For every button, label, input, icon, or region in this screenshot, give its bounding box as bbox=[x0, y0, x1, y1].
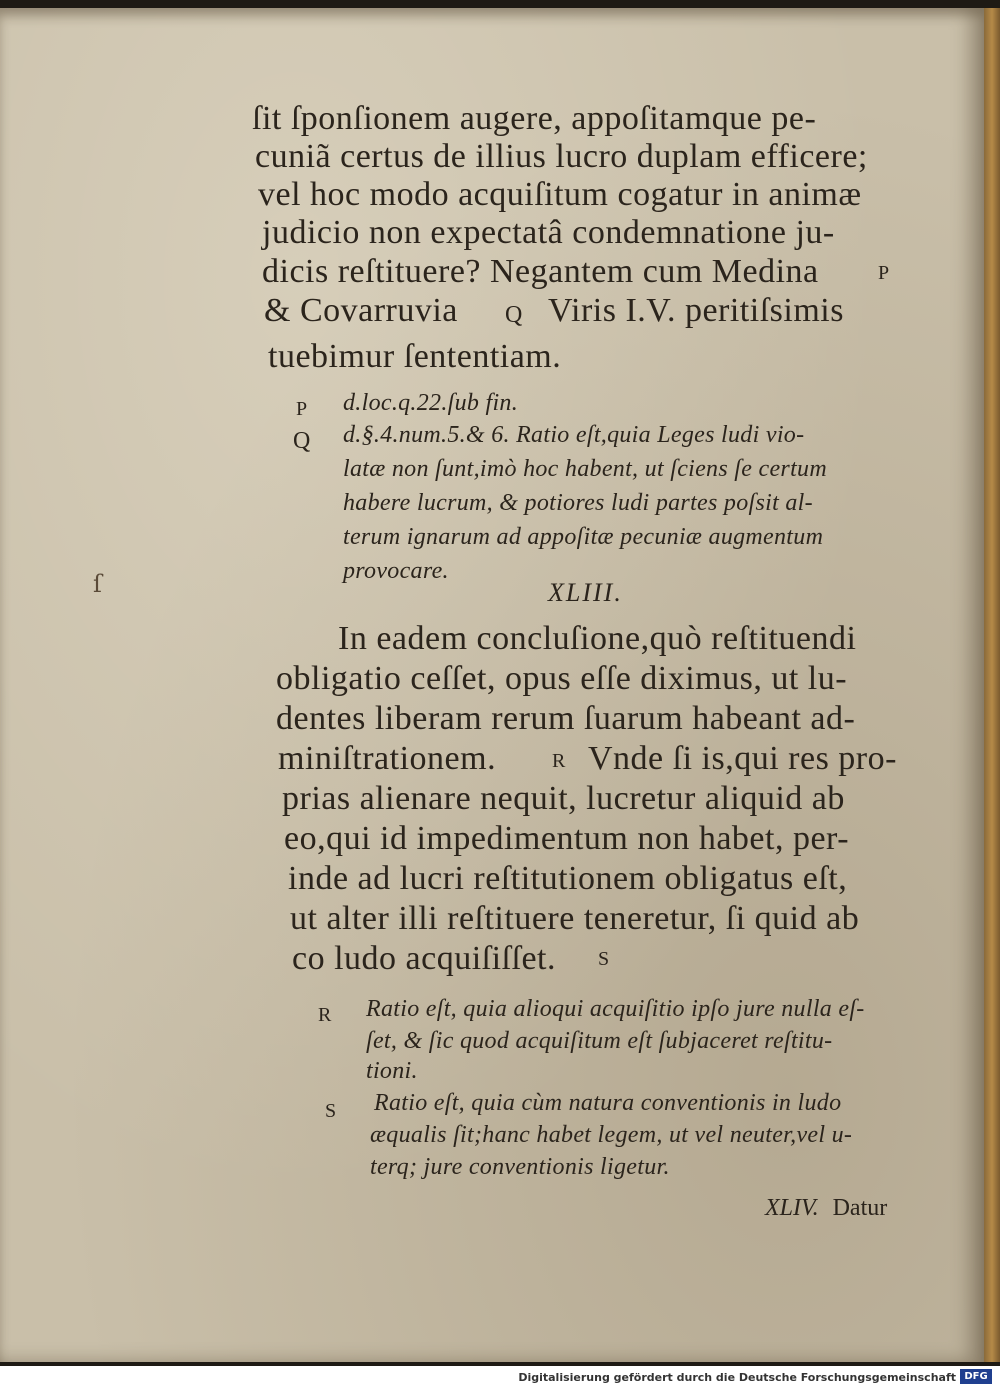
catchword bbox=[765, 1195, 887, 1222]
footnote-line: Ratio eſt, quia alioqui acquiſitio ipſo jure nulla eſ- bbox=[366, 996, 865, 1022]
book-spine-edge bbox=[984, 8, 1000, 1362]
text-line: co ludo acquiſiſſet. bbox=[292, 940, 556, 977]
catchword-word: Datur bbox=[832, 1195, 888, 1221]
footnote-line: d.loc.q.22.ſub fin. bbox=[343, 390, 519, 416]
footnote-line: habere lucrum, & potiores ludi partes poſsit al- bbox=[343, 490, 813, 516]
text-line: prias alienare nequit, lucretur aliquid ab bbox=[282, 780, 845, 817]
text-line: Vnde ſi is,qui res pro- bbox=[588, 740, 897, 777]
footnote-marker-p: P bbox=[296, 398, 308, 420]
text-line: cuniã certus de illius lucro duplam efficere; bbox=[255, 138, 868, 175]
text-line: vel hoc modo acquiſitum cogatur in animæ bbox=[258, 176, 862, 213]
footnote-marker-q: Q bbox=[293, 428, 311, 454]
footnote-line: latæ non ſunt,imò hoc habent, ut ſciens ſe certum bbox=[343, 456, 827, 482]
funding-credit: Digitalisierung gefördert durch die Deutsche Forschungsgemeinschaft bbox=[518, 1371, 956, 1384]
footnote-line: æqualis ſit;hanc habet legem, ut vel neuter,vel u- bbox=[370, 1122, 853, 1148]
footnote-line: tioni. bbox=[366, 1058, 418, 1084]
section-heading: XLIII. bbox=[548, 578, 623, 607]
text-line: & Covarruvia bbox=[264, 292, 458, 329]
footnote-line: terq; jure conventionis ligetur. bbox=[370, 1154, 670, 1180]
text-line: judicio non expectatâ condemnatione ju- bbox=[262, 214, 835, 251]
marginal-marker-p: P bbox=[878, 262, 890, 284]
text-line: dentes liberam rerum ſuarum habeant ad- bbox=[276, 700, 856, 737]
text-line: inde ad lucri reſtitutionem obligatus eſt, bbox=[288, 860, 848, 897]
ink-smudge: ſ bbox=[93, 570, 102, 598]
footnote-line: d.§.4.num.5.& 6. Ratio eſt,quia Leges ludi vio- bbox=[343, 422, 805, 448]
text-line: dicis reſtituere? Negantem cum Medina bbox=[262, 253, 819, 290]
text-line: ſit ſponſionem augere, appoſitamque pe- bbox=[252, 100, 817, 137]
footnote-marker-r: R bbox=[318, 1004, 332, 1026]
text-line: miniſtrationem. bbox=[278, 740, 497, 777]
text-line: eo,qui id impedimentum non habet, per- bbox=[284, 820, 850, 857]
footnote-line: Ratio eſt, quia cùm natura conventionis in ludo bbox=[374, 1090, 842, 1116]
marginal-marker-r: R bbox=[552, 750, 566, 772]
catchword-numeral: XLIV. bbox=[765, 1195, 819, 1221]
text-line: ut alter illi reſtituere teneretur, ſi quid ab bbox=[290, 900, 860, 937]
footnote-line: terum ignarum ad appoſitæ pecuniæ augmentum bbox=[343, 524, 824, 550]
footnote-marker-s: S bbox=[325, 1100, 337, 1122]
text-line: tuebimur ſententiam. bbox=[268, 338, 562, 375]
text-line: obligatio ceſſet, opus eſſe diximus, ut lu- bbox=[276, 660, 848, 697]
footnote-line: provocare. bbox=[343, 558, 449, 584]
text-line: In eadem concluſione,quò reſtituendi bbox=[338, 620, 857, 657]
footnote-line: ſet, & ſic quod acquiſitum eſt ſubjaceret reſtitu- bbox=[366, 1028, 833, 1054]
dfg-logo-icon: DFG bbox=[960, 1369, 992, 1384]
text-line: Viris I.V. peritiſsimis bbox=[548, 292, 844, 329]
marginal-marker-q: Q bbox=[505, 302, 523, 328]
marginal-marker-s: S bbox=[598, 948, 610, 970]
